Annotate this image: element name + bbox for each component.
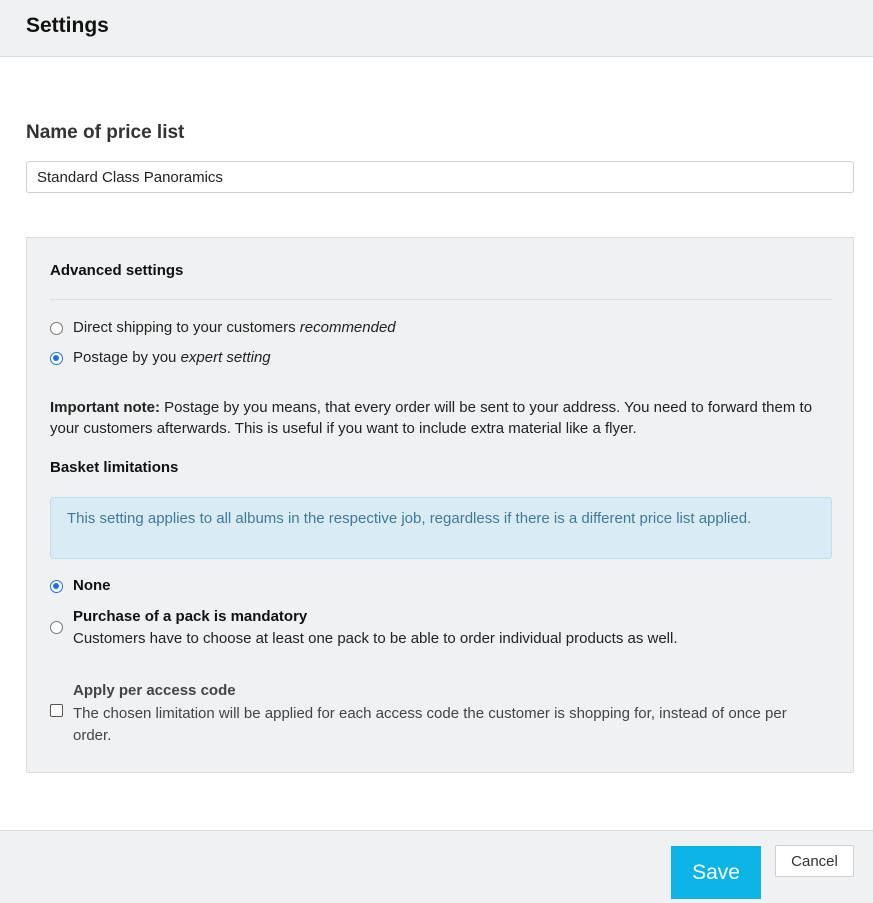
basket-none-radio[interactable] [50, 580, 63, 593]
important-note [50, 397, 832, 439]
price-list-name-input[interactable] [26, 161, 854, 193]
price-list-name-label: Name of price list [26, 122, 185, 143]
divider [50, 299, 832, 300]
access-code-label[interactable]: Apply per access code [73, 682, 236, 699]
basket-info-box: This setting applies to all albums in the respective job, regardless if there is a different price list applied. [50, 497, 832, 559]
basket-none-label[interactable]: None [73, 577, 111, 594]
postage-by-you-option[interactable] [73, 349, 271, 366]
basket-pack-mandatory-label[interactable]: Purchase of a pack is mandatory [73, 608, 308, 625]
advanced-settings-panel [26, 237, 854, 773]
access-code-checkbox[interactable] [50, 704, 63, 717]
postage-by-you-label: Postage by you [73, 349, 181, 366]
important-note-label: Important note: [50, 399, 160, 416]
postage-by-you-radio[interactable] [50, 352, 63, 365]
access-code-description: The chosen limitation will be applied for each access code the customer is shopping for, instead of once per order. [73, 705, 787, 744]
basket-pack-mandatory-description: Customers have to choose at least one pack to be able to order individual products as well. [73, 630, 678, 647]
basket-pack-mandatory-radio[interactable] [50, 621, 63, 634]
basket-limitations-title: Basket limitations [50, 459, 179, 476]
direct-shipping-hint: recommended [299, 319, 396, 336]
cancel-button[interactable]: Cancel [775, 845, 854, 877]
direct-shipping-option[interactable] [73, 319, 396, 336]
save-button[interactable]: Save [671, 846, 761, 899]
important-note-text: Postage by you means, that every order will be sent to your address. You need to forward them to your customers afterwards. This is useful if you want to include extra material like a flyer. [50, 399, 813, 437]
postage-by-you-hint: expert setting [180, 349, 271, 366]
direct-shipping-radio[interactable] [50, 322, 63, 335]
settings-header [0, 0, 873, 57]
direct-shipping-label: Direct shipping to your customers [73, 319, 300, 336]
footer-bar [0, 830, 873, 903]
page-title: Settings [26, 14, 109, 37]
advanced-settings-title: Advanced settings [50, 262, 184, 279]
